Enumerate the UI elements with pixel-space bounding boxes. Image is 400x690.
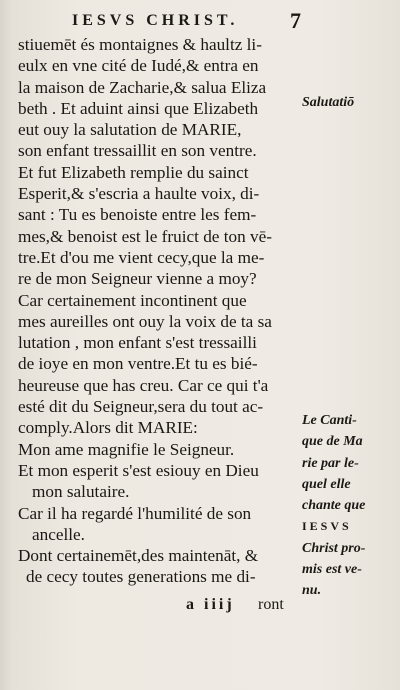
margin-note-line: Christ pro- bbox=[302, 540, 366, 556]
gutter-shadow bbox=[0, 0, 12, 690]
text-line: de cecy toutes generations me di- bbox=[26, 567, 256, 587]
text-line: tre.Et d'ou me vient cecy,que la me- bbox=[18, 247, 265, 267]
text-line: eulx en vne cité de Iudé,& entra en bbox=[18, 56, 259, 76]
text-line: esté dit du Seigneur,sera du tout ac- bbox=[18, 397, 264, 417]
text-line: mes aureilles ont ouy la voix de ta sa bbox=[18, 311, 272, 331]
text-line: Dont certainemēt,des maintenāt, & bbox=[18, 546, 259, 566]
text-line: Et fut Elizabeth remplie du sainct bbox=[18, 162, 249, 182]
margin-note-salutation bbox=[302, 92, 398, 113]
text-line: la maison de Zacharie,& salua Eliza bbox=[18, 77, 267, 97]
margin-note-line: nu. bbox=[302, 583, 322, 599]
text-line: Car certainement incontinent que bbox=[18, 290, 247, 310]
text-line: Mon ame magnifie le Seigneur. bbox=[18, 439, 235, 459]
catchword: ront bbox=[258, 596, 284, 613]
text-line: beth . Et aduint ainsi que Elizabeth bbox=[18, 98, 259, 118]
page-header bbox=[62, 8, 322, 34]
text-line: mon salutaire. bbox=[32, 482, 130, 502]
text-line: Car il ha regardé l'humilité de son bbox=[18, 503, 252, 523]
text-line: Esperit,& s'escria a haulte voix, di- bbox=[18, 184, 260, 204]
margin-note-line: Le Canti- bbox=[302, 413, 357, 428]
margin-note-line: quel elle bbox=[302, 476, 351, 492]
text-line: mes,& benoist est le fruict de ton vē- bbox=[18, 226, 272, 246]
running-head: IESVS CHRIST. bbox=[72, 12, 239, 29]
text-line: lutation , mon enfant s'est tressailli bbox=[18, 333, 257, 353]
margin-note-canticle bbox=[302, 410, 398, 602]
text-line: re de mon Seigneur vienne a moy? bbox=[18, 269, 257, 289]
margin-note-line: mis est ve- bbox=[302, 562, 362, 578]
text-line: eut ouy la salutation de MARIE, bbox=[18, 120, 242, 140]
text-line: ancelle. bbox=[32, 524, 85, 544]
text-line: Et mon esperit s'est esiouy en Dieu bbox=[18, 460, 259, 480]
text-line: de ioye en mon ventre.Et tu es bié- bbox=[18, 354, 258, 374]
margin-note-line: chante que bbox=[302, 498, 366, 514]
text-line: stiuemēt és montaignes & haultz li- bbox=[18, 35, 262, 54]
margin-note-line: Salutatiō bbox=[302, 95, 355, 110]
margin-note-line: IESVS bbox=[302, 519, 352, 534]
text-line: heureuse que has creu. Car ce qui t'a bbox=[18, 375, 269, 395]
margin-note-line: que de Ma bbox=[302, 434, 363, 450]
signature-mark: a iiij bbox=[186, 596, 235, 613]
margin-note-line: rie par le- bbox=[302, 455, 359, 471]
folio-number: 7 bbox=[290, 8, 301, 33]
main-text-block bbox=[18, 34, 294, 588]
text-line: son enfant tressaillit en son ventre. bbox=[18, 141, 257, 161]
text-line: comply.Alors dit MARIE: bbox=[18, 418, 198, 438]
text-line: sant : Tu es benoiste entre les fem- bbox=[18, 205, 257, 225]
